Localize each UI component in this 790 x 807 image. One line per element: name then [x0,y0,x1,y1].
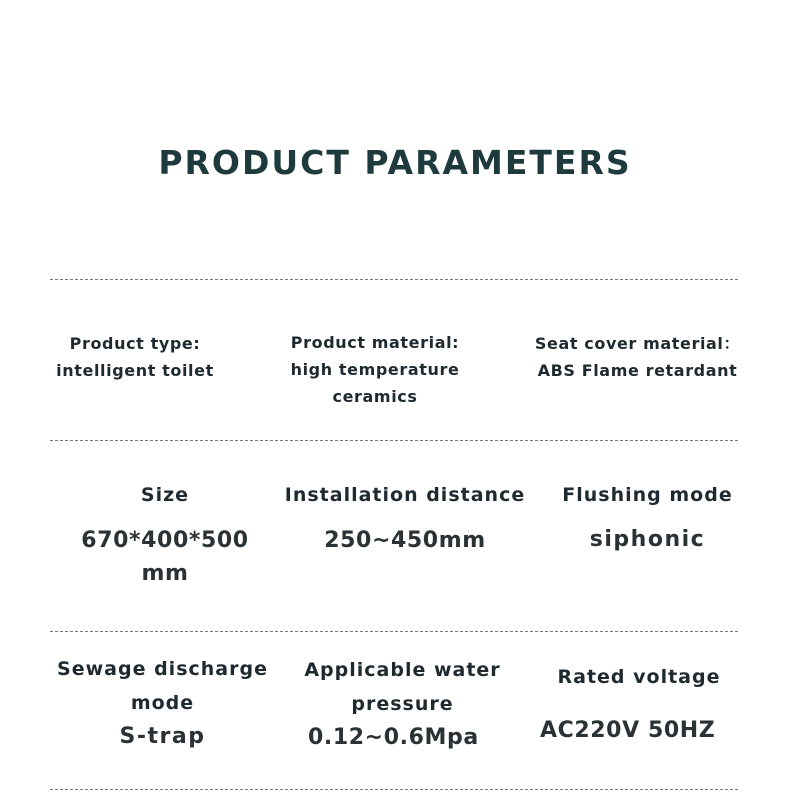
param-value-cont: ceramics [332,387,418,406]
divider-2 [50,631,738,632]
param-value: AC220V 50HZ [540,718,716,743]
param-product-material [265,329,485,410]
param-rated-voltage [530,660,748,747]
divider-1 [50,440,738,441]
param-product-type [40,330,230,384]
param-label: Flushing mode [562,484,733,506]
param-label: Applicable water pressure [304,659,501,715]
page-title: PRODUCT PARAMETERS [158,143,632,182]
param-value: ABS Flame retardant [537,361,738,380]
param-value: high temperature [290,360,460,379]
param-label: Size [140,484,190,506]
param-value: siphonic [589,527,706,552]
param-label: Product material: [290,333,460,352]
param-label: Seat cover material： [534,334,741,353]
param-value: intelligent toilet [56,361,214,380]
param-value: 670*400*500 mm [81,528,249,586]
param-applicable-water-pressure [290,653,515,754]
param-label: Product type: [69,334,201,353]
param-flushing-mode [545,478,750,556]
param-value: 250~450mm [324,528,486,553]
param-size [70,478,260,590]
param-installation-distance [270,478,540,557]
param-value: 0.12~0.6Mpa [308,725,479,750]
param-label: Sewage discharge mode [57,658,268,714]
divider-top [50,279,738,280]
param-seat-cover-material [525,330,750,384]
param-sewage-discharge-mode [45,652,280,753]
param-value: S-trap [119,724,206,749]
param-label: Rated voltage [557,666,721,688]
param-label: Installation distance [284,484,526,506]
divider-bottom [50,789,738,790]
